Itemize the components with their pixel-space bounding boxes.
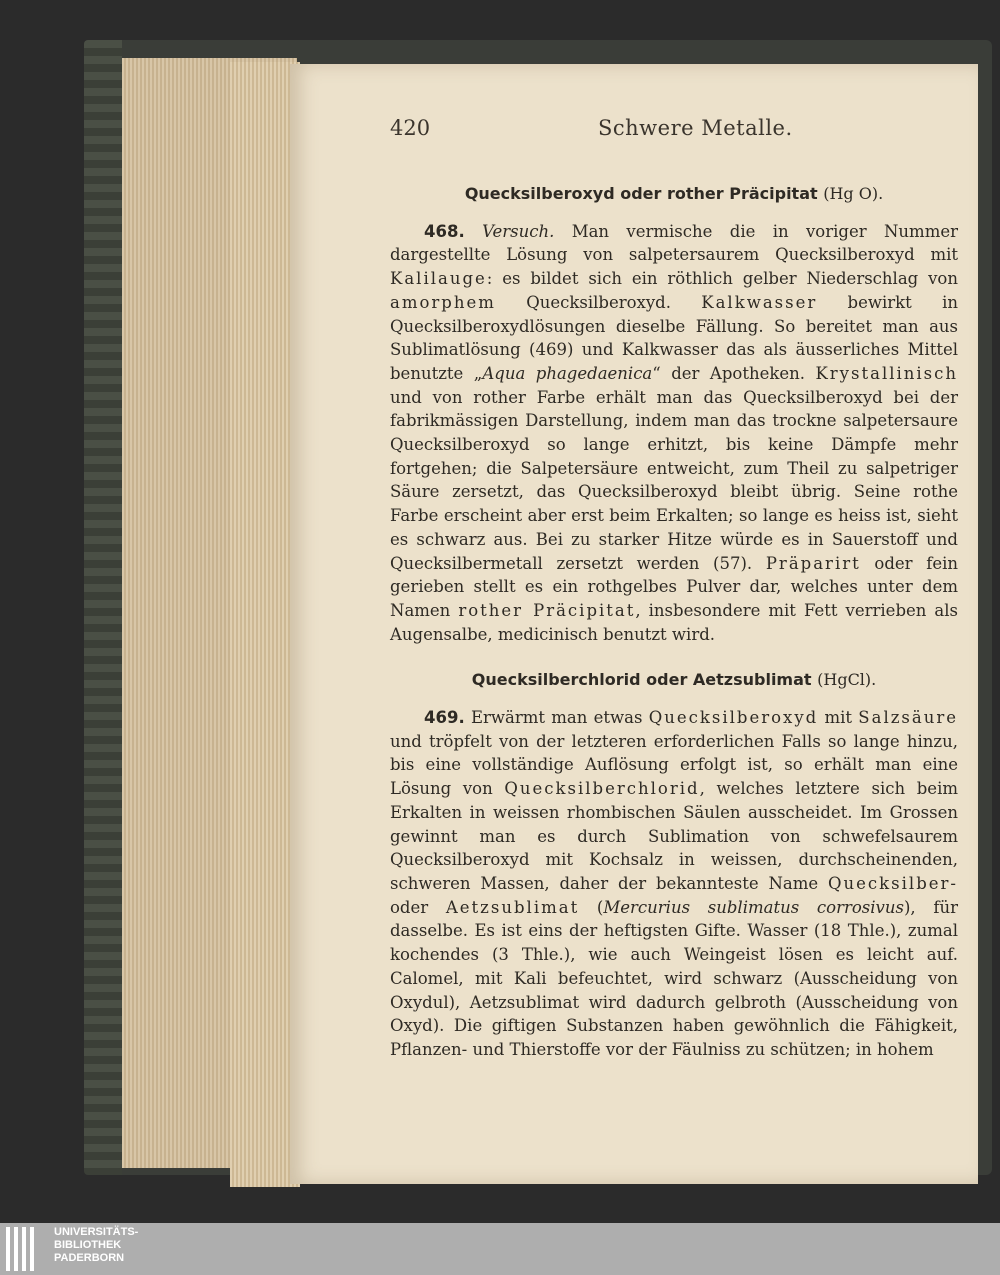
spaced-term: Aetzsublimat	[445, 897, 580, 917]
library-logo-icon	[4, 1227, 48, 1271]
spaced-term: amorphem	[390, 292, 496, 312]
page-number: 420	[390, 116, 431, 140]
text-run: und von rother Farbe erhält man das Quecksilberoxyd bei der fabrikmässigen Darstellung, indem man das trockne salpetersaure Quecksilberoxyd so lange erhitzt, bis keine Dämpfe mehr fortgehen; die Salpetersäure entweicht, zum Theil zu salpetriger Säure zersetzt, das Quecksilberoxyd bleibt übrig. Seine rothe Farbe erscheint aber erst beim Erkalten; so lange es heiss ist, sieht es schwarz aus. Bei zu starker Hitze würde es in Sauerstoff und Quecksilbermetall zersetzt werden (57).	[390, 387, 958, 573]
text-run: Quecksilberoxyd.	[495, 292, 702, 312]
spaced-term: rother Präcipitat	[458, 600, 636, 620]
emphasis: Mercurius sublimatus corrosivus	[603, 897, 904, 917]
text-run: , welches letztere sich beim Erkalten in weissen rhombischen Säulen ausscheidet. Im Grossen gewinnt man es durch Sublimation von schwefelsaurem Quecksilberoxyd mit Kochsalz in weissen, durchscheinenden, schweren Massen, daher der bekannteste Name	[390, 779, 958, 893]
emphasis: Aqua phagedaenica	[482, 363, 653, 383]
library-footer	[0, 1223, 1000, 1275]
spaced-term: Präparirt	[765, 553, 861, 573]
running-title: Schwere Metalle.	[598, 116, 793, 140]
section-heading-469	[390, 668, 958, 692]
paragraph-468	[390, 220, 958, 647]
text-run: (	[579, 897, 604, 917]
logo-line: BIBLIOTHEK	[54, 1239, 122, 1251]
text-run: oder	[390, 897, 446, 917]
text-run: bewirkt in Quecksilberoxydlösungen dieselbe Fällung. So bereitet man aus Sublimatlösung (469) und Kalkwasser das als äusserliches Mittel benutzte „	[390, 292, 958, 383]
logo-line: PADERBORN	[54, 1252, 125, 1264]
text-run: “ der Apotheken.	[652, 363, 816, 383]
paragraph-number: 468.	[424, 221, 465, 241]
text-run: , insbesondere mit Fett verrieben als Augensalbe, medicinisch benutzt wird.	[390, 600, 959, 644]
spaced-term: Quecksilber-	[828, 873, 958, 893]
spaced-term: Salzsäure	[858, 708, 958, 728]
spaced-term: Kalkwasser	[701, 292, 818, 312]
text-run: und tröpfelt von der letzteren erforderlichen Falls so lange hinzu, bis eine vollständige Auflösung erfolgt ist, so erhält man eine Lösung von	[390, 731, 958, 799]
text-run: Erwärmt man etwas	[464, 708, 649, 728]
text-run: Man vermische die in voriger Nummer dargestellte Lösung von salpetersaurem Quecksilberoxyd mit	[390, 221, 958, 265]
paragraph-number: 469.	[424, 708, 465, 728]
text-run: mit	[818, 708, 859, 728]
text-run: ), für dasselbe. Es ist eins der heftigsten Gifte. Wasser (18 Thle.), zumal kochendes (3 Thle.), wie auch Weingeist lösen es leicht auf. Calomel, mit Kali befeuchtet, wird schwarz (Ausscheidung von Oxydul), Aetzsublimat wird dadurch gelbroth (Ausscheidung von Oxyd). Die giftigen Substanzen haben gewöhnlich die Fähigkeit, Pflanzen- und Thierstoffe vor der Fäulniss zu schützen; in hohem	[390, 897, 958, 1059]
library-logo-text	[54, 1226, 138, 1265]
heading-formula: (Hg O).	[823, 184, 884, 203]
book-spine	[84, 40, 122, 1175]
section-heading-468	[390, 182, 958, 206]
spaced-term: Quecksilberchlorid	[504, 779, 700, 799]
text-run: : es bildet sich ein röthlich gelber Niederschlag von	[486, 269, 958, 289]
heading-text: Quecksilberchlorid oder Aetzsublimat	[471, 670, 812, 690]
paragraph-469	[390, 706, 958, 1062]
emphasis: Versuch.	[464, 221, 555, 241]
logo-line: UNIVERSITÄTS-	[54, 1226, 139, 1238]
text-run: oder fein gerieben stellt es ein rothgelbes Pulver dar, welches unter dem Namen	[390, 553, 958, 620]
heading-text: Quecksilberoxyd oder rother Präcipitat	[464, 184, 818, 203]
heading-formula: (HgCl).	[817, 670, 877, 690]
text-block	[390, 182, 958, 1062]
spaced-term: Krystallinisch	[815, 363, 959, 383]
book-page	[290, 64, 978, 1184]
spaced-term: Kalilauge	[390, 269, 487, 289]
spaced-term: Quecksilberoxyd	[648, 708, 819, 728]
